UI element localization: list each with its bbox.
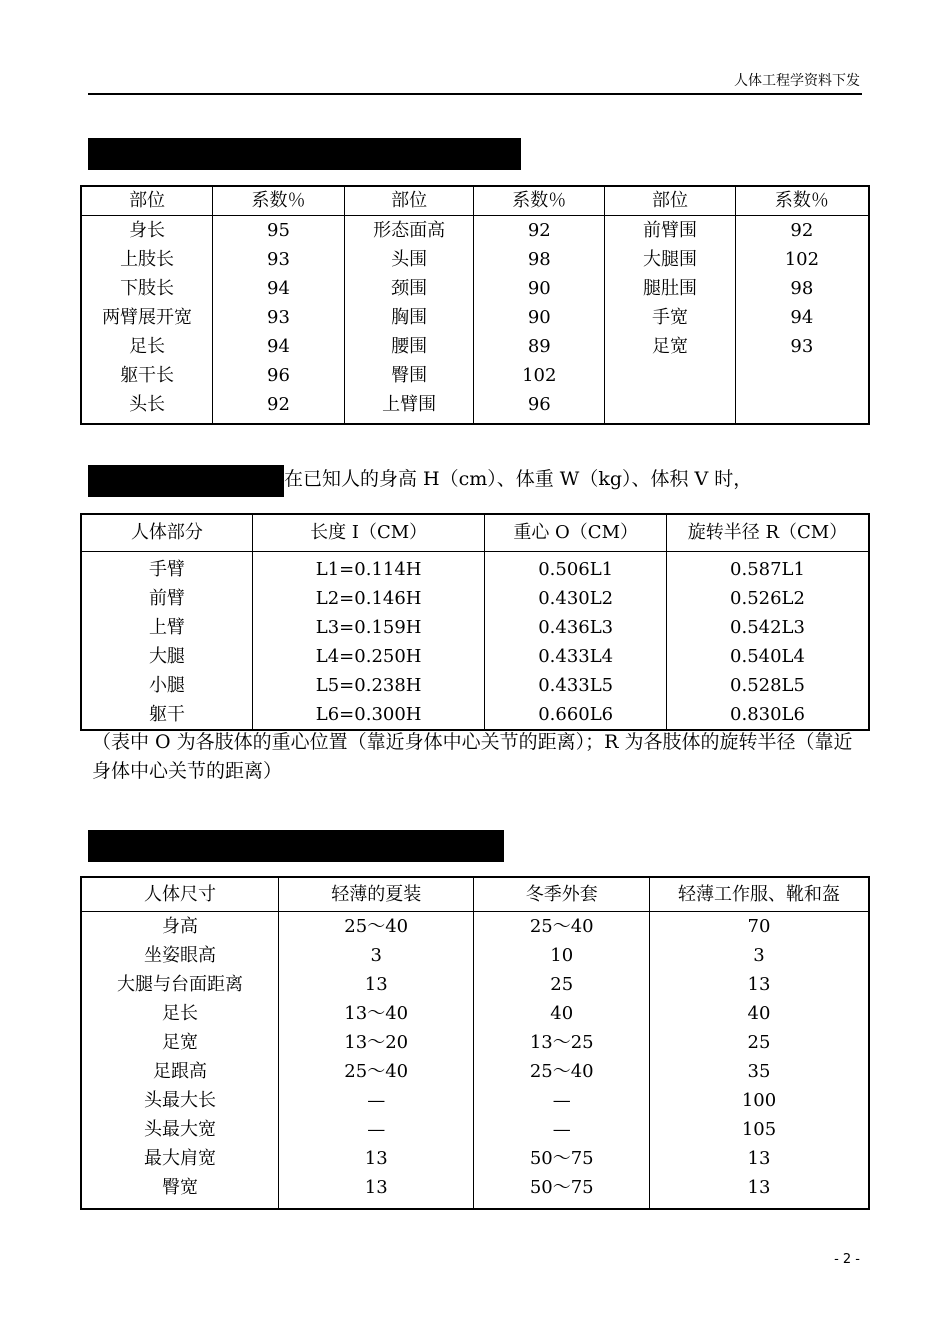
table-cell: 最大肩宽 [81,1144,278,1173]
table-cell: 手臂 [81,552,252,585]
section2-intro: 在已知人的身高 H（cm）、体重 W（kg）、体积 V 时， [284,468,753,490]
table-cell: L6=0.300H [252,700,485,730]
section3-heading: 由于着衣人体尺寸增大的调整值(单位 mm) [88,830,504,862]
table-header-row [81,514,869,552]
column-header: 轻薄工作服、靴和盔 [650,877,870,912]
table-cell: 大腿与台面距离 [81,970,278,999]
table-cell: 25～40 [474,1057,650,1086]
table-header-row [81,186,869,216]
table-cell: 25～40 [474,912,650,942]
table-cell: 躯干长 [81,361,213,390]
table-cell: 腰围 [344,332,474,361]
column-header: 长度 I（CM） [252,514,485,552]
table-cell: 0.433L4 [485,642,667,671]
table-cell: 89 [474,332,605,361]
table-cell: 70 [650,912,870,942]
table-row [81,361,869,390]
table-cell: 90 [474,274,605,303]
table-cell: 前臂 [81,584,252,613]
table-cell: 大腿围 [605,245,736,274]
section2-heading: 人体生物力学参数 [88,465,284,497]
table-cell: 25 [650,1028,870,1057]
table-cell: L5=0.238H [252,671,485,700]
table-cell: 25～40 [278,912,473,942]
table-cell: 96 [213,361,345,390]
table-cell: 13～20 [278,1028,473,1057]
table-cell: 92 [213,390,345,424]
column-header: 旋转半径 R（CM） [666,514,869,552]
table-row [81,245,869,274]
table-cell [735,361,869,390]
table-cell: 13 [650,1173,870,1209]
table-cell: 10 [474,941,650,970]
table-cell: 13 [278,1144,473,1173]
table-row [81,970,869,999]
table-cell: 身高 [81,912,278,942]
table-row [81,1028,869,1057]
table-row [81,274,869,303]
table-cell: — [278,1115,473,1144]
table-cell: 足宽 [605,332,736,361]
table-row [81,700,869,730]
column-header: 系数％ [735,186,869,216]
table-row [81,642,869,671]
biomechanics-table [80,513,870,731]
table-cell: 0.506L1 [485,552,667,585]
table-row [81,999,869,1028]
table-cell: 坐姿眼高 [81,941,278,970]
table-cell: 0.436L3 [485,613,667,642]
table-cell: 40 [474,999,650,1028]
table-row [81,912,869,942]
table-cell: 头最大长 [81,1086,278,1115]
column-header: 重心 O（CM） [485,514,667,552]
table-cell: — [474,1115,650,1144]
column-header: 部位 [81,186,213,216]
table-cell: 50～75 [474,1144,650,1173]
table-cell: — [278,1086,473,1115]
table-cell: 头围 [344,245,474,274]
table-cell: 两臂展开宽 [81,303,213,332]
conversion-coefficient-table [80,185,870,425]
table-cell: 50～75 [474,1173,650,1209]
table-cell: 13 [650,1144,870,1173]
table-cell: 100 [650,1086,870,1115]
table-row [81,1086,869,1115]
table-row [81,552,869,585]
table-cell: 13 [650,970,870,999]
table-cell: 足跟高 [81,1057,278,1086]
table-cell: 0.430L2 [485,584,667,613]
table-cell: 25～40 [278,1057,473,1086]
section1-heading: 由男性测量值求得女性人体尺寸的换算系数 [88,138,521,170]
column-header: 人体部分 [81,514,252,552]
table-row [81,1057,869,1086]
column-header: 冬季外套 [474,877,650,912]
table-cell: 形态面高 [344,216,474,246]
table-cell: 0.587L1 [666,552,869,585]
table-cell: 95 [213,216,345,246]
table-row [81,1115,869,1144]
table-cell: 93 [213,303,345,332]
table-cell: 大腿 [81,642,252,671]
column-header: 部位 [344,186,474,216]
table-cell: 25 [474,970,650,999]
section2-note: （表中 O 为各肢体的重心位置（靠近身体中心关节的距离）；R 为各肢体的旋转半径（靠近身体中心关节的距离） [92,731,853,782]
table-header-row [81,877,869,912]
table-cell: L3=0.159H [252,613,485,642]
table-cell: 94 [213,332,345,361]
table-cell: 0.528L5 [666,671,869,700]
table-row [81,941,869,970]
clothing-adjustment-table [80,876,870,1210]
table-cell [735,390,869,424]
table-cell: 98 [735,274,869,303]
table-cell: 13 [278,970,473,999]
table-cell: 足长 [81,332,213,361]
table-cell: 13～25 [474,1028,650,1057]
table-cell: 臀围 [344,361,474,390]
table-cell: 足长 [81,999,278,1028]
table-row [81,332,869,361]
table-cell: 头长 [81,390,213,424]
table-cell: 0.526L2 [666,584,869,613]
table-row [81,216,869,246]
table-row [81,584,869,613]
table-cell: 105 [650,1115,870,1144]
column-header: 部位 [605,186,736,216]
table-cell: 13 [278,1173,473,1209]
table-cell: 前臂围 [605,216,736,246]
table-row [81,1144,869,1173]
table-cell: 上臂围 [344,390,474,424]
table-cell: 身长 [81,216,213,246]
table-cell: 92 [474,216,605,246]
table-cell: 96 [474,390,605,424]
table-cell: 92 [735,216,869,246]
table-cell: 3 [278,941,473,970]
table-row [81,613,869,642]
table-cell: 93 [735,332,869,361]
table-cell: 下肢长 [81,274,213,303]
table-cell: 0.433L5 [485,671,667,700]
table-cell: 足宽 [81,1028,278,1057]
table-row [81,390,869,424]
table-cell: 手宽 [605,303,736,332]
column-header: 轻薄的夏装 [278,877,473,912]
table-cell: 93 [213,245,345,274]
table-cell: 臀宽 [81,1173,278,1209]
table-cell: 40 [650,999,870,1028]
table-cell: 90 [474,303,605,332]
table-cell [605,390,736,424]
table-cell: 胸围 [344,303,474,332]
table-cell: L1=0.114H [252,552,485,585]
column-header: 人体尺寸 [81,877,278,912]
table-cell: 小腿 [81,671,252,700]
table-cell: 0.540L4 [666,642,869,671]
column-header: 系数％ [474,186,605,216]
table-cell: 躯干 [81,700,252,730]
table-cell: 腿肚围 [605,274,736,303]
table-cell [605,361,736,390]
table-row [81,1173,869,1209]
table-cell: 35 [650,1057,870,1086]
column-header: 系数％ [213,186,345,216]
table-cell: 0.542L3 [666,613,869,642]
table-cell: 上臂 [81,613,252,642]
table-cell: 102 [474,361,605,390]
table-cell: 3 [650,941,870,970]
table-cell: 0.830L6 [666,700,869,730]
table-cell: 0.660L6 [485,700,667,730]
table-cell: 13～40 [278,999,473,1028]
table-cell: — [474,1086,650,1115]
table-cell: 上肢长 [81,245,213,274]
table-cell: 98 [474,245,605,274]
table-cell: 94 [213,274,345,303]
table-cell: 102 [735,245,869,274]
table-row [81,303,869,332]
table-cell: 颈围 [344,274,474,303]
table-row [81,671,869,700]
table-cell: 94 [735,303,869,332]
page-number: - 2 - [834,1252,860,1267]
table-cell: 头最大宽 [81,1115,278,1144]
table-cell: L4=0.250H [252,642,485,671]
header-rule [88,93,862,95]
header-title: 人体工程学资料下发 [734,73,860,89]
table-cell: L2=0.146H [252,584,485,613]
